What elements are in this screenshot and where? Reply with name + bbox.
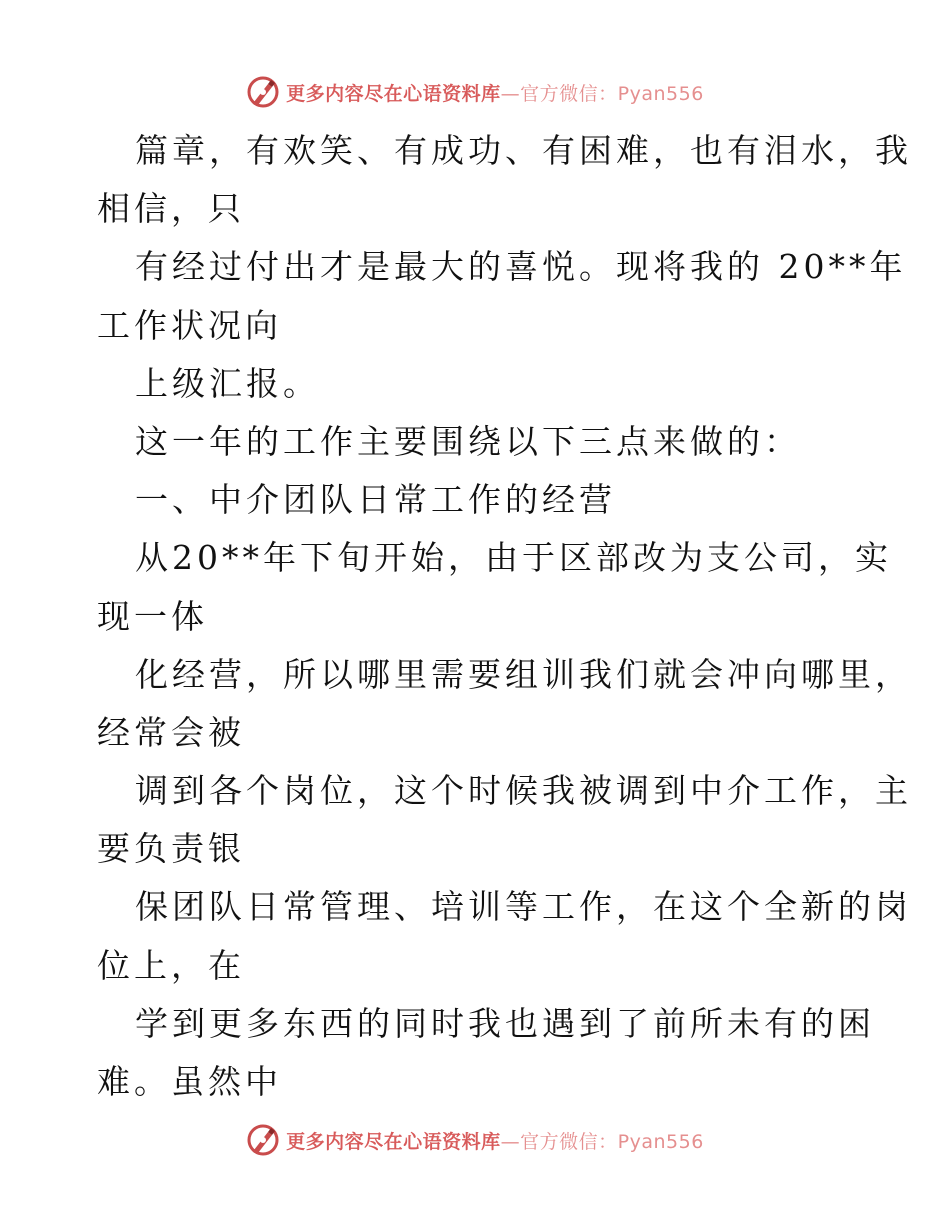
section-heading: 一、中介团队日常工作的经营 (135, 480, 616, 520)
text-line: 有经过付出才是最大的喜悦。现将我的 20**年 (135, 247, 907, 287)
text-line: 经常会被 (97, 712, 245, 752)
footer-watermark-banner (0, 1120, 950, 1160)
text-line: 相信，只 (97, 189, 245, 229)
footer-wechat-text: —官方微信：Pyan556 (500, 1130, 704, 1153)
pen-logo-icon (246, 1123, 280, 1157)
text-line: 位上，在 (97, 945, 245, 985)
text-line: 工作状况向 (97, 305, 282, 345)
text-line: 上级汇报。 (135, 363, 320, 403)
footer-brand-text: 更多内容尽在心语资料库 (286, 1130, 501, 1153)
text-line: 保团队日常管理、培训等工作，在这个全新的岗 (135, 887, 912, 927)
text-line: 化经营，所以哪里需要组训我们就会冲向哪里， (135, 654, 912, 694)
document-body (97, 122, 912, 1111)
header-watermark-banner (0, 72, 950, 112)
text-line: 这一年的工作主要围绕以下三点来做的： (135, 421, 801, 461)
header-brand-text: 更多内容尽在心语资料库 (286, 82, 501, 105)
footer-watermark-text (286, 1127, 704, 1154)
text-line: 现一体 (97, 596, 208, 636)
header-watermark-text (286, 79, 704, 106)
header-wechat-text: —官方微信：Pyan556 (500, 82, 704, 105)
text-line: 从20**年下旬开始，由于区部改为支公司，实 (135, 538, 892, 578)
text-line: 难。虽然中 (97, 1062, 282, 1101)
text-line: 学到更多东西的同时我也遇到了前所未有的困 (135, 1003, 875, 1043)
text-line: 调到各个岗位，这个时候我被调到中介工作，主 (135, 771, 912, 811)
pen-logo-icon (246, 75, 280, 109)
text-line: 要负责银 (97, 829, 245, 869)
text-line: 篇章，有欢笑、有成功、有困难，也有泪水，我 (135, 131, 912, 170)
